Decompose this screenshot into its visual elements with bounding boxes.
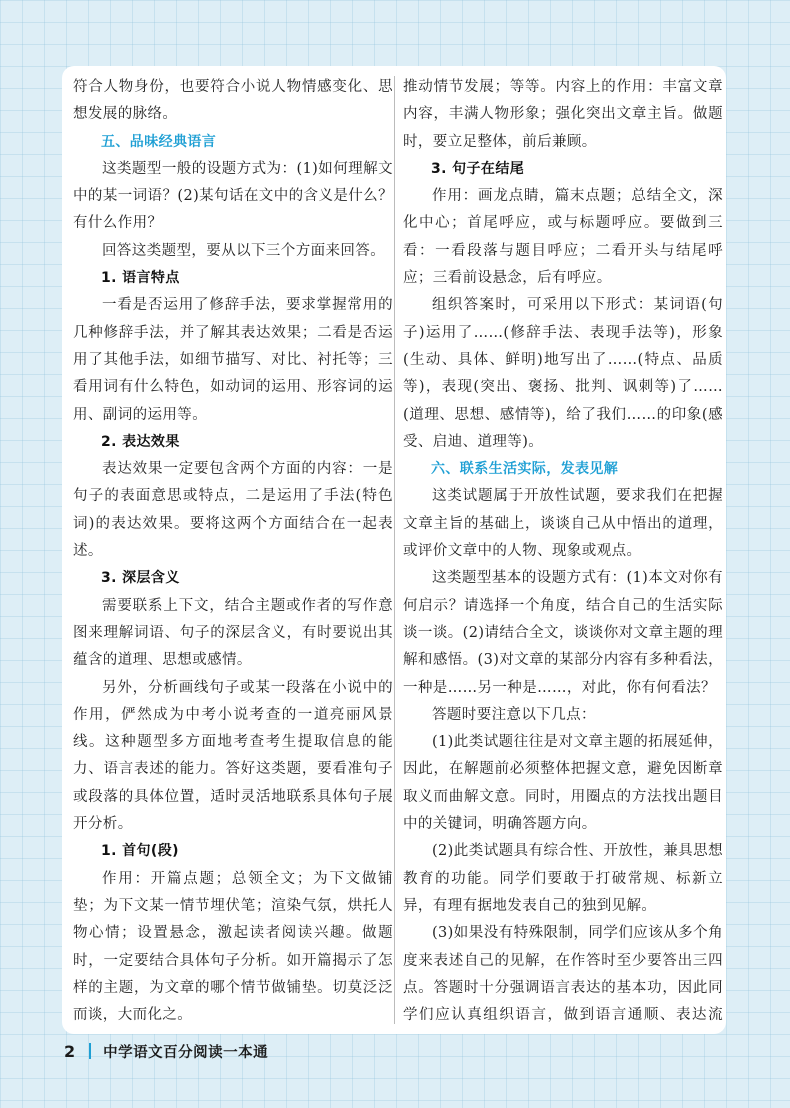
book-title: 中学语文百分阅读一本通	[103, 1044, 269, 1061]
paragraph: 组织答案时，可采用以下形式：某词语(句子)运用了……(修辞手法、表现手法等)，形象(生动、具体、鲜明)地写出了……(特点、品质等)，表现(突出、褒扬、批判、讽刺等)了……(道理、思想、感情等)，给了我们……的印象(感受、启迪、道理等)。	[403, 297, 723, 450]
paragraph: 需要联系上下文，结合主题或作者的写作意图来理解词语、句子的深层含义，有时要说出其蕴含的道理、思想或感情。	[73, 597, 393, 669]
page-content-card	[62, 66, 726, 1034]
footer-separator	[89, 1043, 91, 1059]
subsection-heading: 1. 语言特点	[101, 270, 180, 287]
subsection-heading: 1. 首句(段)	[101, 843, 179, 860]
right-column	[403, 74, 723, 1029]
paragraph: (1)此类试题往往是对文章主题的拓展延伸，因此，在解题前必须整体把握文意，避免因断章取义而曲解文意。同时，用圈点的方法找出题目中的关键词，明确答题方向。	[403, 734, 723, 833]
subsection-heading: 2. 表达效果	[101, 433, 180, 450]
paragraph: 这类题型基本的设题方式有：(1)本文对你有何启示？请选择一个角度，结合自己的生活实际谈一谈。(2)请结合全文，谈谈你对文章主题的理解和感悟。(3)对文章的某部分内容有多种看法，一种是……另一种是……，对此，你有何看法？	[403, 570, 723, 696]
paragraph: (2)此类试题具有综合性、开放性，兼具思想教育的功能。同学们要敢于打破常规、标新立异，有理有据地发表自己的独到见解。	[403, 843, 723, 914]
paragraph: 推动情节发展；等等。内容上的作用：丰富文章内容，丰满人物形象；强化突出文章主旨。做题时，要立足整体，前后兼顾。	[403, 79, 723, 150]
subsection-heading: 3. 句子在结尾	[431, 160, 525, 177]
paragraph: 另外，分析画线句子或某一段落在小说中的作用，俨然成为中考小说考查的一道亮丽风景线。这种题型多方面地考查考生提取信息的能力、语言表述的能力。答好这类题，要看准句子或段落的具体位置，适时灵活地联系具体句子展开分析。	[73, 679, 393, 833]
paragraph: 符合人物身份，也要符合小说人物情感变化、思想发展的脉络。	[73, 79, 393, 123]
paragraph: 答题时要注意以下几点：	[432, 706, 596, 723]
section-heading: 六、联系生活实际，发表见解	[431, 461, 619, 478]
column-divider	[394, 76, 395, 1024]
paragraph: 一看是否运用了修辞手法，要求掌握常用的几种修辞手法，并了解其表达效果；二看是否运用了其他手法，如细节描写、对比、衬托等；三看用词有什么特色，如动词的运用、形容词的运用、副词的运用等。	[73, 297, 393, 423]
paragraph: 作用：画龙点睛，篇末点题；总结全文，深化中心；首尾呼应，或与标题呼应。要做到三看：一看段落与题目呼应；二看开头与结尾呼应；三看前设悬念，后有呼应。	[403, 188, 723, 287]
left-column	[73, 74, 393, 1029]
subsection-heading: 3. 深层含义	[101, 570, 180, 587]
paragraph: 作用：开篇点题；总领全文；为下文做铺垫；为下文某一情节埋伏笔；渲染气氛，烘托人物心情；设置悬念，激起读者阅读兴趣。做题时，一定要结合具体句子分析。如开篇揭示了怎样的主题，为文章的哪个情节做铺垫。切莫泛泛而谈，大而化之。	[73, 870, 393, 1024]
section-heading: 五、品味经典语言	[101, 133, 217, 150]
paragraph: 回答这类题型，要从以下三个方面来回答。	[102, 242, 386, 259]
paragraph: 表达效果一定要包含两个方面的内容：一是句子的表面意思或特点，二是运用了手法(特色词)的表达效果。要将这两个方面结合在一起表述。	[73, 461, 393, 560]
paragraph: 这类试题属于开放性试题，要求我们在把握文章主旨的基础上，谈谈自己从中悟出的道理，或评价文章中的人物、现象或观点。	[403, 488, 723, 560]
paragraph: (3)如果没有特殊限制，同学们应该从多个角度来表述自己的见解，在作答时至少要答出三四点。答题时十分强调语言表达的基本功，因此同学们应认真组织语言，做到语言通顺、表达流	[403, 925, 723, 1024]
page-footer	[64, 1041, 268, 1061]
paragraph: 这类题型一般的设题方式为：(1)如何理解文中的某一词语？(2)某句话在文中的含义是什么？有什么作用？	[73, 160, 393, 232]
page-number: 2	[64, 1041, 76, 1061]
